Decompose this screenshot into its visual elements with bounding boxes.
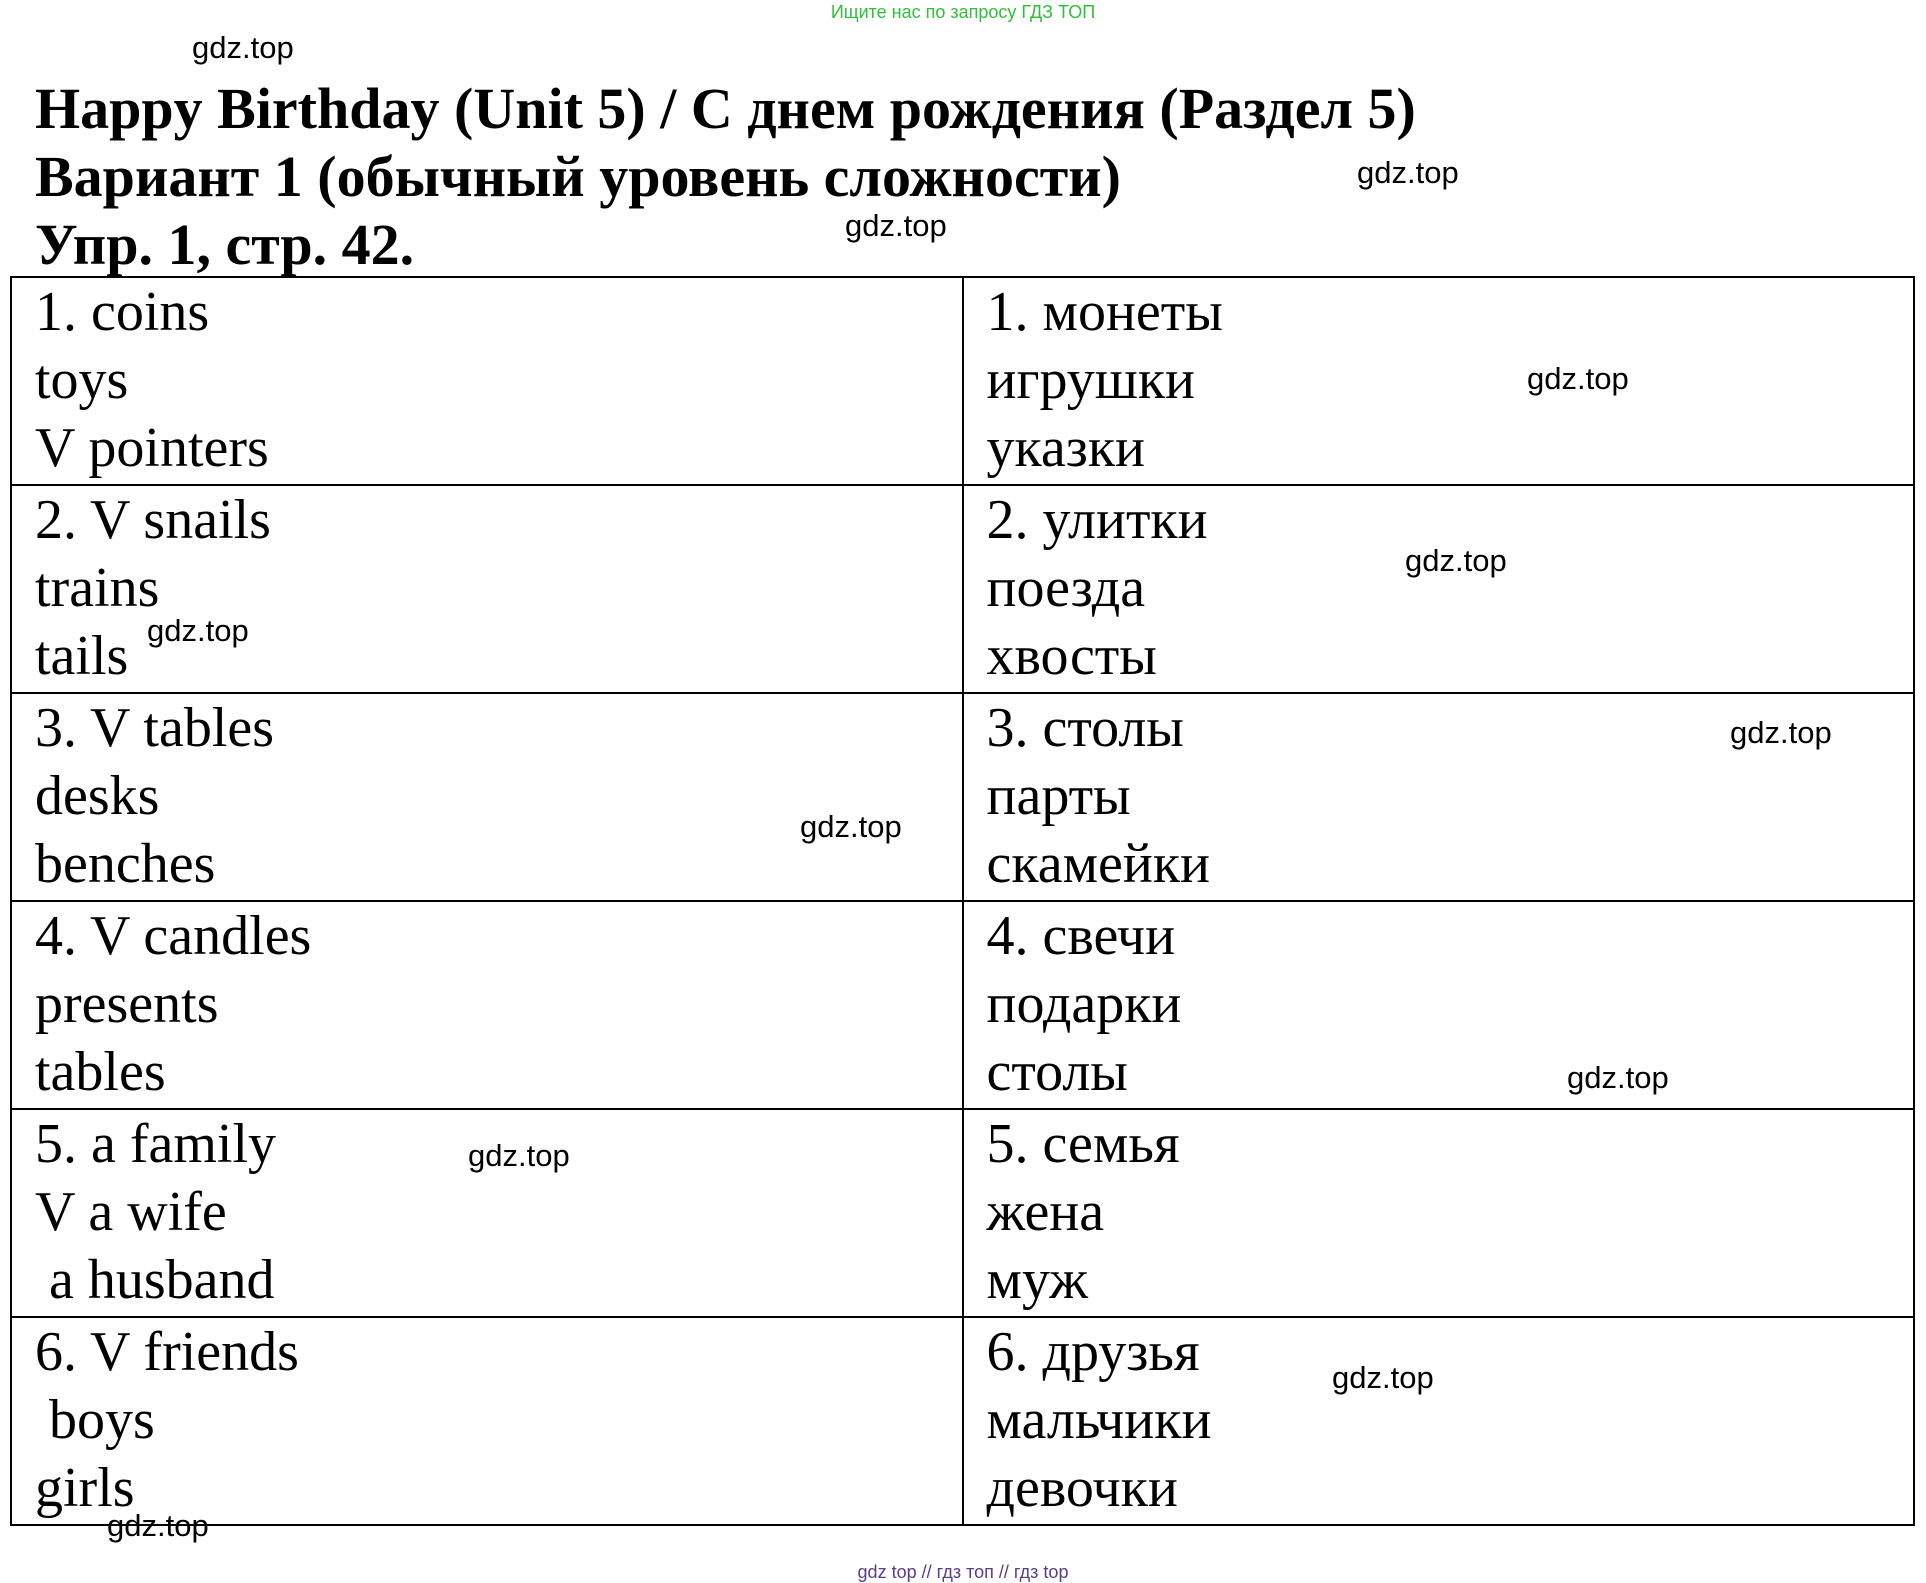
russian-line: 2. улитки	[986, 489, 1208, 551]
english-line: 3. V tables	[35, 697, 275, 759]
english-line: tails	[35, 625, 129, 687]
english-line: presents	[35, 973, 219, 1035]
english-line: tables	[35, 1041, 166, 1103]
watermark: gdz.top	[147, 613, 249, 648]
table-row	[11, 1317, 1914, 1525]
english-line: boys	[35, 1389, 155, 1451]
russian-cell	[963, 277, 1915, 485]
watermark: gdz.top	[1357, 155, 1459, 190]
russian-line: подарки	[986, 973, 1182, 1035]
english-line: V a wife	[35, 1181, 227, 1243]
english-line: 5. a family	[35, 1113, 277, 1175]
russian-cell	[963, 901, 1915, 1109]
watermark: gdz.top	[845, 208, 947, 243]
top-banner: Ищите нас по запросу ГДЗ ТОП	[830, 2, 1096, 22]
english-line: 4. V candles	[35, 905, 312, 967]
russian-line: указки	[986, 417, 1146, 479]
english-line: 2. V snails	[35, 489, 271, 551]
english-line: 6. V friends	[35, 1321, 299, 1383]
watermark: gdz.top	[1527, 361, 1629, 396]
watermark: gdz.top	[1405, 543, 1507, 578]
russian-cell	[963, 1109, 1915, 1317]
english-cell	[11, 901, 963, 1109]
russian-line: муж	[986, 1249, 1088, 1311]
english-cell	[11, 277, 963, 485]
english-cell	[11, 1317, 963, 1525]
russian-line: девочки	[986, 1457, 1178, 1519]
table-row	[11, 1109, 1914, 1317]
watermark: gdz.top	[1332, 1360, 1434, 1395]
english-line: 1. coins	[35, 281, 210, 343]
russian-line: парты	[986, 765, 1131, 827]
watermark: gdz.top	[800, 809, 902, 844]
russian-cell	[963, 1317, 1915, 1525]
russian-line: 4. свечи	[986, 905, 1176, 967]
exercise-heading: Упр. 1, стр. 42.	[35, 212, 415, 277]
english-line: a husband	[35, 1249, 275, 1311]
english-cell	[11, 693, 963, 901]
watermark: gdz.top	[1567, 1060, 1669, 1095]
russian-line: 5. семья	[986, 1113, 1180, 1175]
footer-links: gdz top // гдз топ // гдз top	[857, 1562, 1069, 1582]
russian-line: мальчики	[986, 1389, 1212, 1451]
answer-table	[10, 276, 1915, 1526]
russian-line: жена	[986, 1181, 1105, 1243]
watermark: gdz.top	[1730, 715, 1832, 750]
english-line: girls	[35, 1457, 135, 1519]
russian-line: 1. монеты	[986, 281, 1223, 343]
english-line: trains	[35, 557, 160, 619]
english-line: desks	[35, 765, 160, 827]
russian-line: 3. столы	[986, 697, 1184, 759]
page-title: Happy Birthday (Unit 5) / С днем рождения (Раздел 5)	[35, 76, 1416, 141]
table-row	[11, 693, 1914, 901]
watermark: gdz.top	[192, 30, 294, 65]
watermark: gdz.top	[468, 1138, 570, 1173]
watermark: gdz.top	[107, 1508, 209, 1543]
russian-line: игрушки	[986, 349, 1195, 411]
english-cell	[11, 485, 963, 693]
variant-heading: Вариант 1 (обычный уровень сложности)	[35, 144, 1121, 209]
russian-line: скамейки	[986, 833, 1211, 895]
english-line: benches	[35, 833, 216, 895]
russian-cell	[963, 485, 1915, 693]
russian-line: столы	[986, 1041, 1128, 1103]
english-line: toys	[35, 349, 129, 411]
english-line: V pointers	[35, 417, 269, 479]
russian-line: 6. друзья	[986, 1321, 1200, 1383]
table-row	[11, 485, 1914, 693]
russian-line: поезда	[986, 557, 1146, 619]
russian-line: хвосты	[986, 625, 1157, 687]
